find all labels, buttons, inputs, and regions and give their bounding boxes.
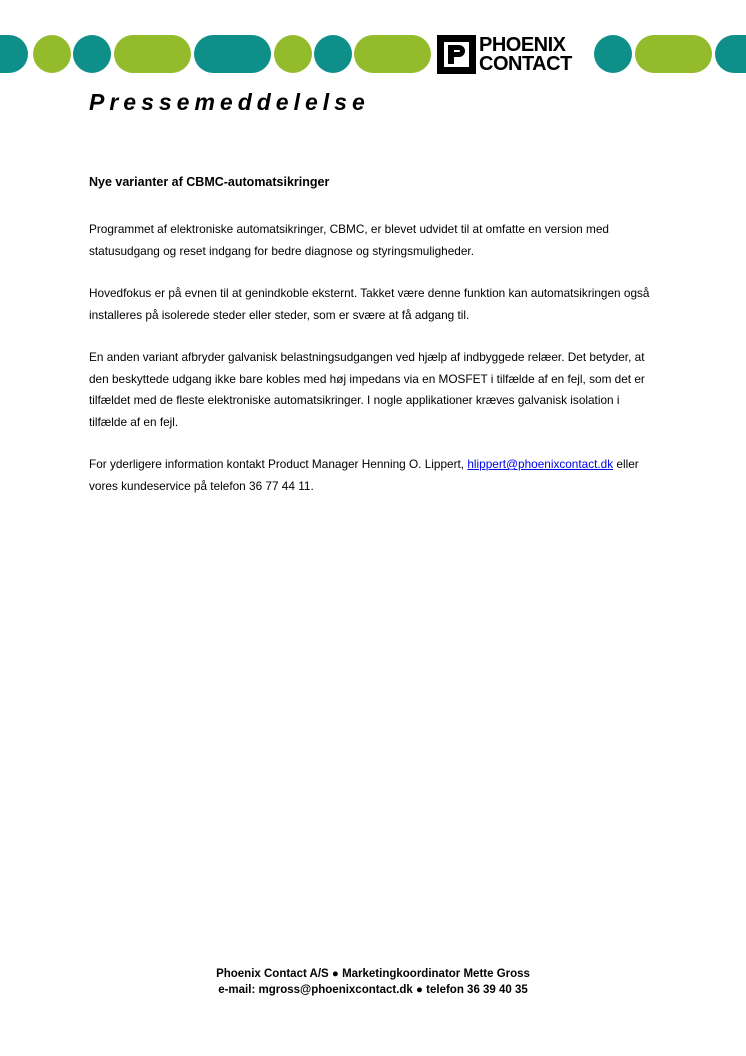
footer-line-1: Phoenix Contact A/S ● Marketingkoordinator Mette Gross	[216, 968, 530, 980]
contact-prefix: For yderligere information kontakt Product Manager Henning O. Lippert,	[89, 457, 468, 471]
banner-pill-green	[635, 35, 712, 73]
paragraph-2: Hovedfokus er på evnen til at genindkoble eksternt. Takket være denne funktion kan automatsikringen også installeres på isolerede steder eller steder, som er svære at få adgang til.	[89, 286, 650, 322]
header-banner	[0, 0, 746, 80]
contact-paragraph	[89, 454, 659, 497]
logo-mark-icon	[437, 35, 476, 74]
logo-text-line2: CONTACT	[479, 53, 572, 75]
banner-pill-teal	[715, 35, 746, 73]
banner-circle-green	[33, 35, 71, 73]
banner-circle-teal	[314, 35, 352, 73]
footer	[0, 966, 746, 998]
page-title: Pressemeddelelse	[89, 89, 370, 115]
article-headline: Nye varianter af CBMC-automatsikringer	[89, 175, 330, 189]
contact-email-link[interactable]: hlippert@phoenixcontact.dk	[467, 457, 614, 471]
article-body	[89, 219, 659, 518]
logo-text-line1: PHOENIX	[479, 34, 566, 56]
footer-line-2: e-mail: mgross@phoenixcontact.dk ● telefon 36 39 40 35	[218, 984, 528, 996]
banner-circle-teal	[594, 35, 632, 73]
banner-circle-green	[274, 35, 312, 73]
banner-pill-green	[114, 35, 191, 73]
banner-circle-teal	[0, 35, 28, 73]
phoenix-contact-logo	[437, 35, 588, 74]
banner-circle-teal	[73, 35, 111, 73]
banner-pill-green	[354, 35, 431, 73]
paragraph-1: Programmet af elektroniske automatsikringer, CBMC, er blevet udvidet til at omfatte en version med statusudgang og reset indgang for bedre diagnose og styringsmuligheder.	[89, 222, 609, 258]
contact-suffix: eller vores kundeservice på telefon 36 77 44 11.	[89, 457, 639, 493]
banner-pill-teal	[194, 35, 271, 73]
paragraph-3: En anden variant afbryder galvanisk belastningsudgangen ved hjælp af indbyggede relæer. Det betyder, at den beskyttede udgang ikke bare kobles med høj impedans via en MOSFET i tilfælde af en fejl, som det er tilfældet med de fleste elektroniske automatsikringer. I nogle applikationer kræves galvanisk isolation i tilfælde af en fejl.	[89, 350, 645, 429]
